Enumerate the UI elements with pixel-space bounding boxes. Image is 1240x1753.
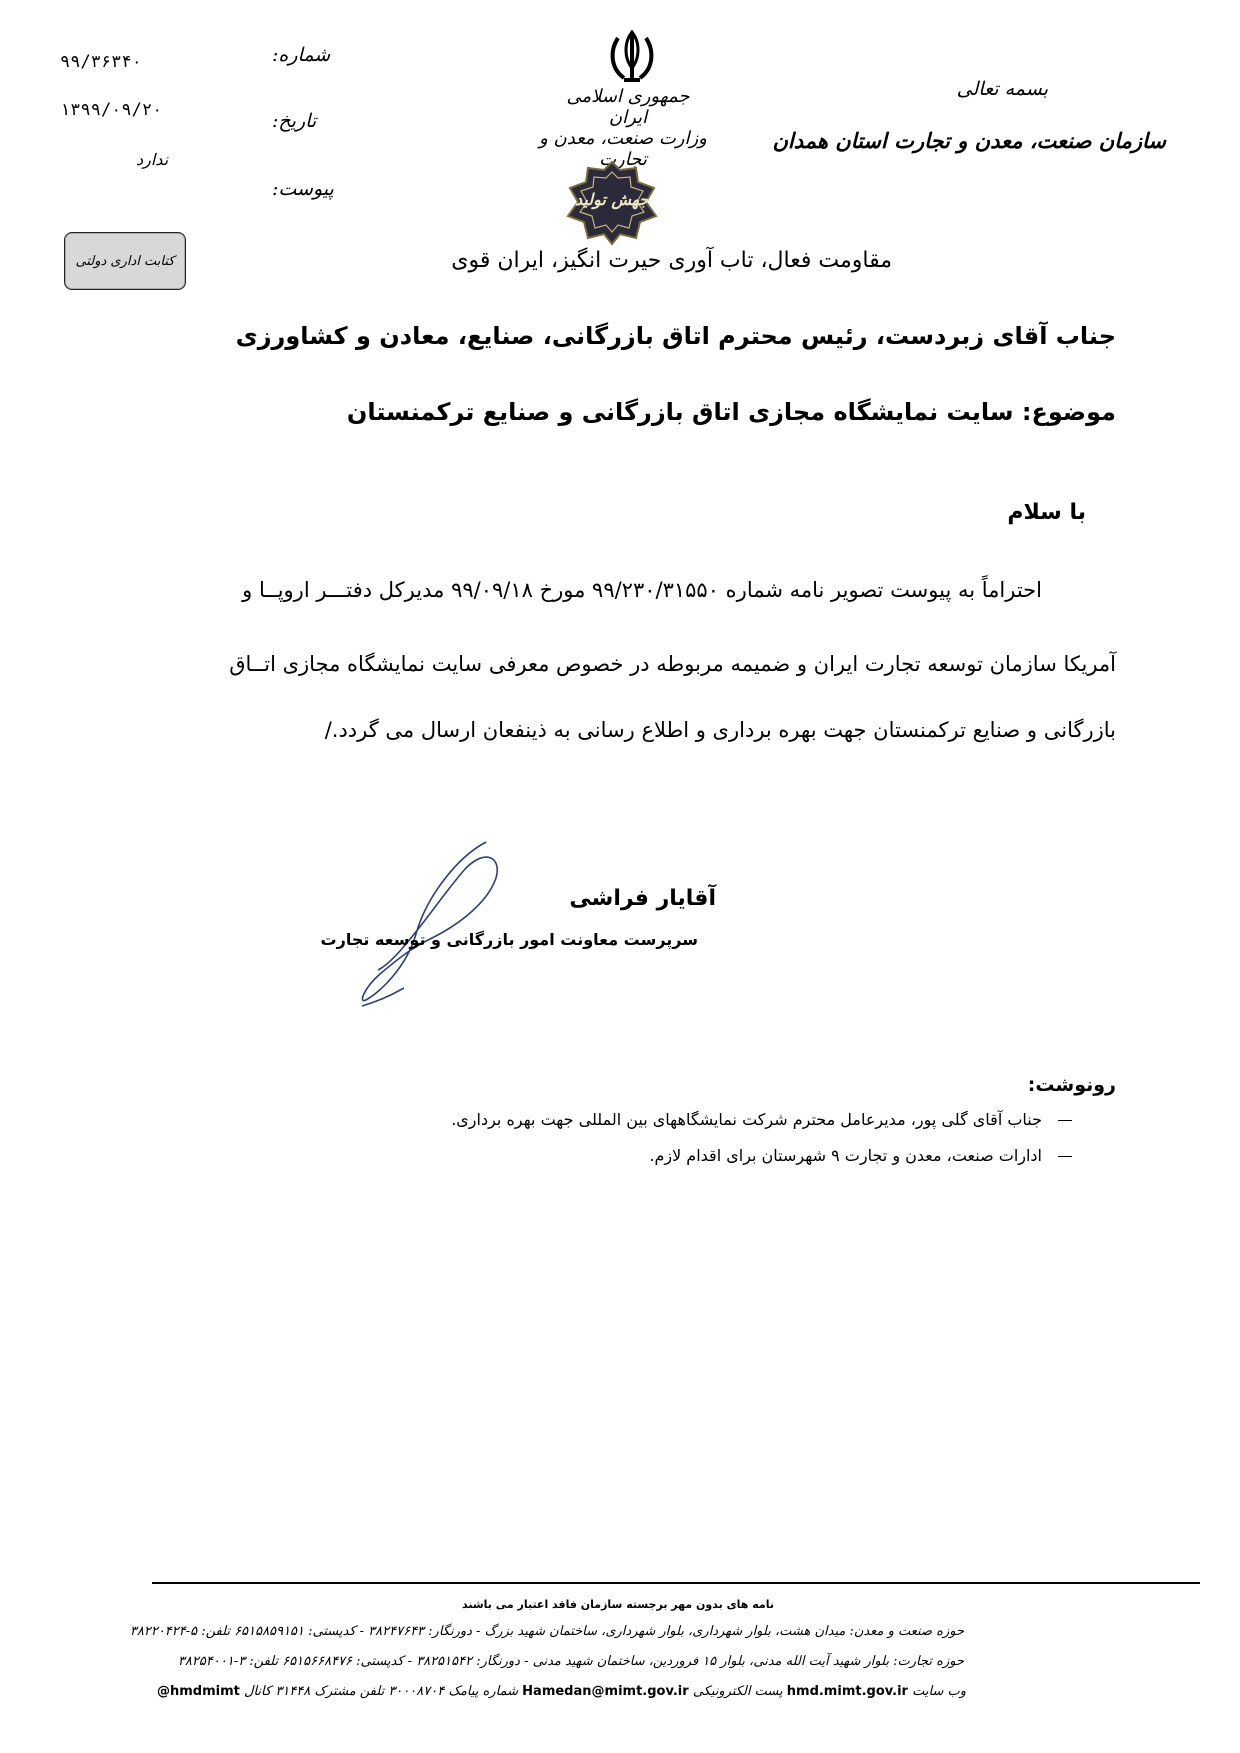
attachment-label: پیوست: xyxy=(272,178,334,200)
footer-address-industry: حوزه صنعت و معدن: میدان هشت، بلوار شهرداری، بلوار شهرداری، ساختمان شهید بزرگ - دورنگار: ۳۸۲۴۷۶۴۳ - کدپستی: ۶۵۱۵۸۵۹۱۵۱ تلفن: ۵-۳۸۲۲۰۴۲۴ xyxy=(129,1624,964,1639)
email-link[interactable]: Hamedan@mimt.gov.ir xyxy=(522,1684,689,1699)
header-basmala: بسمه تعالی xyxy=(956,78,1048,100)
cc-item xyxy=(451,1110,1072,1129)
badge-label: جهش تولید xyxy=(574,190,650,209)
number-value: ۹۹/۳۶۳۴۰ xyxy=(60,52,142,72)
date-label: تاریخ: xyxy=(272,110,317,132)
footer-divider xyxy=(152,1582,1200,1584)
production-leap-badge xyxy=(560,160,664,246)
sms-label: شماره پیامک xyxy=(448,1684,519,1699)
footer-address-trade: حوزه تجارت: بلوار شهید آیت الله مدنی، بلوار ۱۵ فروردین، ساختمان شهید مدنی - دورنگار: ۳۸۲۵۱۵۴۲ - کدپستی: ۶۵۱۵۶۶۸۴۷۶ تلفن: ۳-۳۸۲۵۴۰۰۱ xyxy=(177,1654,964,1669)
cc-item-text: ادارات صنعت، معدن و تجارت ۹ شهرستان برای اقدام لازم. xyxy=(649,1146,1042,1165)
footer-note: نامه های بدون مهر برجسته سازمان فاقد اعتبار می باشند xyxy=(461,1598,774,1611)
sms-number: ۳۰۰۰۸۷۰۴ xyxy=(388,1684,445,1699)
channel-handle[interactable]: @hmdmimt xyxy=(156,1684,240,1699)
cc-item xyxy=(649,1146,1072,1165)
tag-box xyxy=(64,232,186,290)
slogan: مقاومت فعال، تاب آوری حیرت انگیز، ایران قوی xyxy=(451,248,892,273)
header-organization: سازمان صنعت، معدن و تجارت استان همدان xyxy=(772,128,1166,153)
body-line: آمریکا سازمان توسعه تجارت ایران و ضمیمه مربوطه در خصوص معرفی سایت نمایشگاه مجازی اتــاق xyxy=(229,652,1116,676)
website-link[interactable]: hmd.mimt.gov.ir xyxy=(786,1684,908,1699)
footer-contacts xyxy=(157,1684,966,1699)
body-line: احتراماً به پیوست تصویر نامه شماره ۹۹/۲۳۰/۳۱۵۵۰ مورخ ۹۹/۰۹/۱۸ مدیرکل دفتـــر اروپــا و xyxy=(242,578,1042,602)
signatory-title: سرپرست معاونت امور بازرگانی و توسعه تجارت xyxy=(320,930,698,949)
bullet-dash-icon xyxy=(1058,1156,1072,1157)
bullet-dash-icon xyxy=(1058,1120,1072,1121)
header-republic: جمهوری اسلامی ایران xyxy=(566,86,690,128)
body-line: بازرگانی و صنایع ترکمنستان جهت بهره برداری و اطلاع رسانی به ذینفعان ارسال می گردد./ xyxy=(324,718,1116,742)
cc-label: رونوشت: xyxy=(1027,1074,1116,1096)
greeting: با سلام xyxy=(1007,500,1086,525)
attachment-value: ندارد xyxy=(136,150,169,169)
header-ministry: وزارت صنعت، معدن و تجارت xyxy=(539,128,707,170)
website-label: وب سایت xyxy=(912,1684,966,1699)
iran-emblem-icon xyxy=(604,28,660,88)
tag-box-label: کتابت اداری دولتی xyxy=(75,253,175,269)
cc-item-text: جناب آقای گلی پور، مدیرعامل محترم شرکت نمایشگاههای بین المللی جهت بهره برداری. xyxy=(451,1110,1042,1129)
addressee: جناب آقای زبردست، رئیس محترم اتاق بازرگانی، صنایع، معادن و کشاورزی xyxy=(235,322,1116,350)
handwritten-signature-icon xyxy=(356,838,506,1014)
signatory-name: آقایار فراشی xyxy=(569,886,716,911)
email-label: پست الکترونیکی xyxy=(692,1684,783,1699)
subject: موضوع: سایت نمایشگاه مجازی اتاق بازرگانی و صنایع ترکمنستان xyxy=(346,398,1116,426)
date-value: ۱۳۹۹/۰۹/۲۰ xyxy=(60,100,163,120)
phone-label: تلفن مشترک ۳۱۴۴۸ کانال xyxy=(244,1684,385,1699)
number-label: شماره: xyxy=(272,44,331,66)
